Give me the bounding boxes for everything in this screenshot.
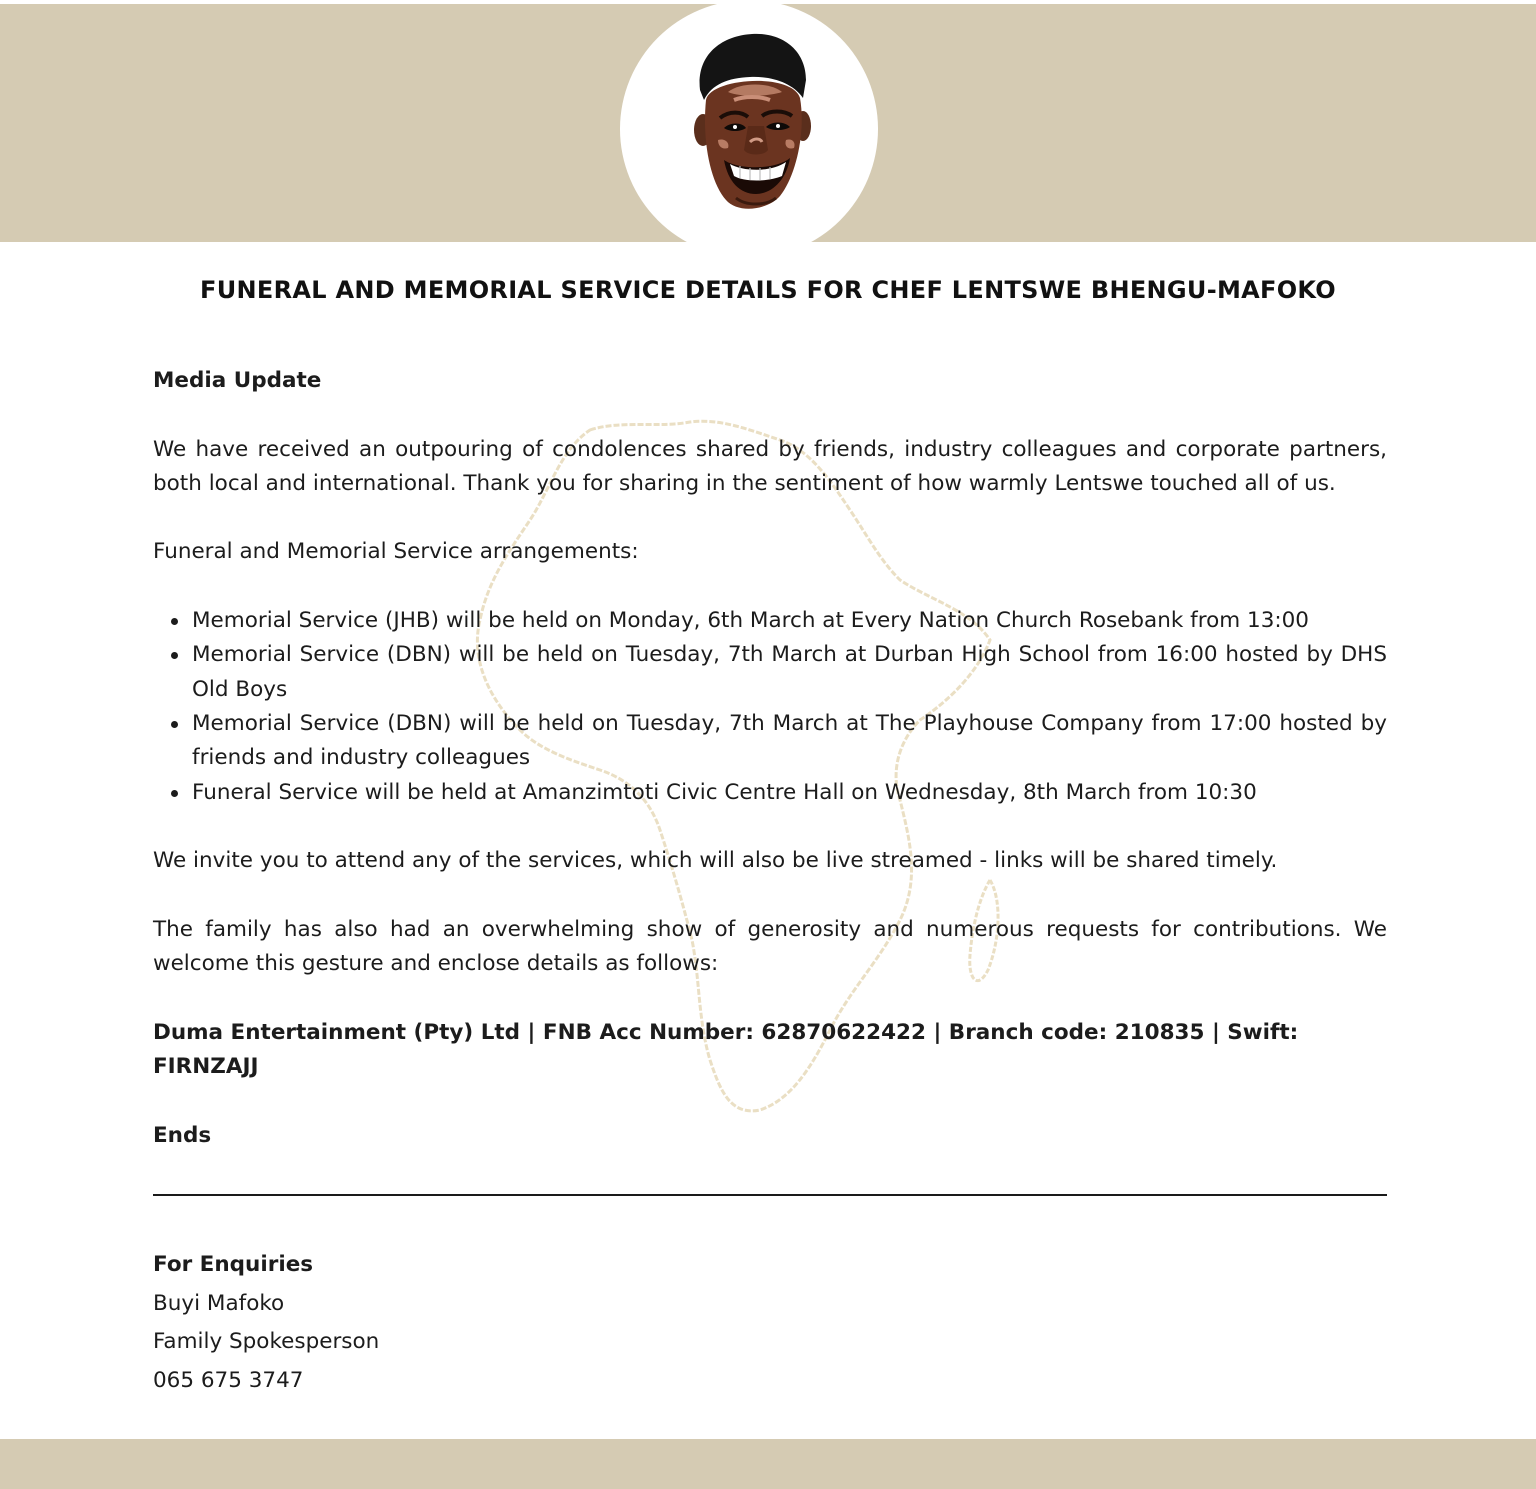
page-title: FUNERAL AND MEMORIAL SERVICE DETAILS FOR CHEF LENTSWE BHENGU-MAFOKO bbox=[200, 276, 1336, 304]
press-release-body bbox=[153, 364, 1387, 1153]
intro-paragraph: We have received an outpouring of condolences shared by friends, industry colleagues and corporate partners, both local and international. Thank you for sharing in the sentiment of how warmly Lentswe touched all of us. bbox=[153, 436, 1387, 496]
ends-label: Ends bbox=[153, 1122, 212, 1148]
divider bbox=[153, 1194, 1387, 1196]
list-item: Funeral Service will be held at Amanzimtoti Civic Centre Hall on Wednesday, 8th March from 10:30 bbox=[192, 776, 1387, 810]
list-item: Memorial Service (DBN) will be held on Tuesday, 7th March at Durban High School from 16:00 hosted by DHS Old Boys bbox=[192, 638, 1387, 707]
chef-portrait-icon bbox=[620, 0, 878, 258]
contributions-paragraph: The family has also had an overwhelming show of generosity and numerous requests for contributions. We welcome this gesture and enclose details as follows: bbox=[153, 916, 1387, 977]
contact-name: Buyi Mafoko bbox=[153, 1290, 285, 1316]
arrangements-list bbox=[153, 604, 1387, 810]
footer-band bbox=[0, 1439, 1536, 1489]
enquiries-block bbox=[153, 1246, 379, 1400]
contact-role: Family Spokesperson bbox=[153, 1329, 380, 1355]
contact-phone: 065 675 3747 bbox=[153, 1367, 304, 1393]
bank-details: Duma Entertainment (Pty) Ltd | FNB Acc Number: 62870622422 | Branch code: 210835 | Swift: FIRNZAJJ bbox=[153, 1019, 1299, 1079]
list-item: Memorial Service (DBN) will be held on Tuesday, 7th March at The Playhouse Company from 17:00 hosted by friends and industry colleagues bbox=[192, 707, 1387, 776]
media-update-heading: Media Update bbox=[153, 368, 322, 393]
enquiries-heading: For Enquiries bbox=[153, 1252, 314, 1277]
arrangements-heading: Funeral and Memorial Service arrangements: bbox=[153, 539, 639, 565]
list-item: Memorial Service (JHB) will be held on Monday, 6th March at Every Nation Church Rosebank from 13:00 bbox=[192, 604, 1387, 638]
invite-paragraph: We invite you to attend any of the services, which will also be live streamed - links will be shared timely. bbox=[153, 848, 1278, 874]
